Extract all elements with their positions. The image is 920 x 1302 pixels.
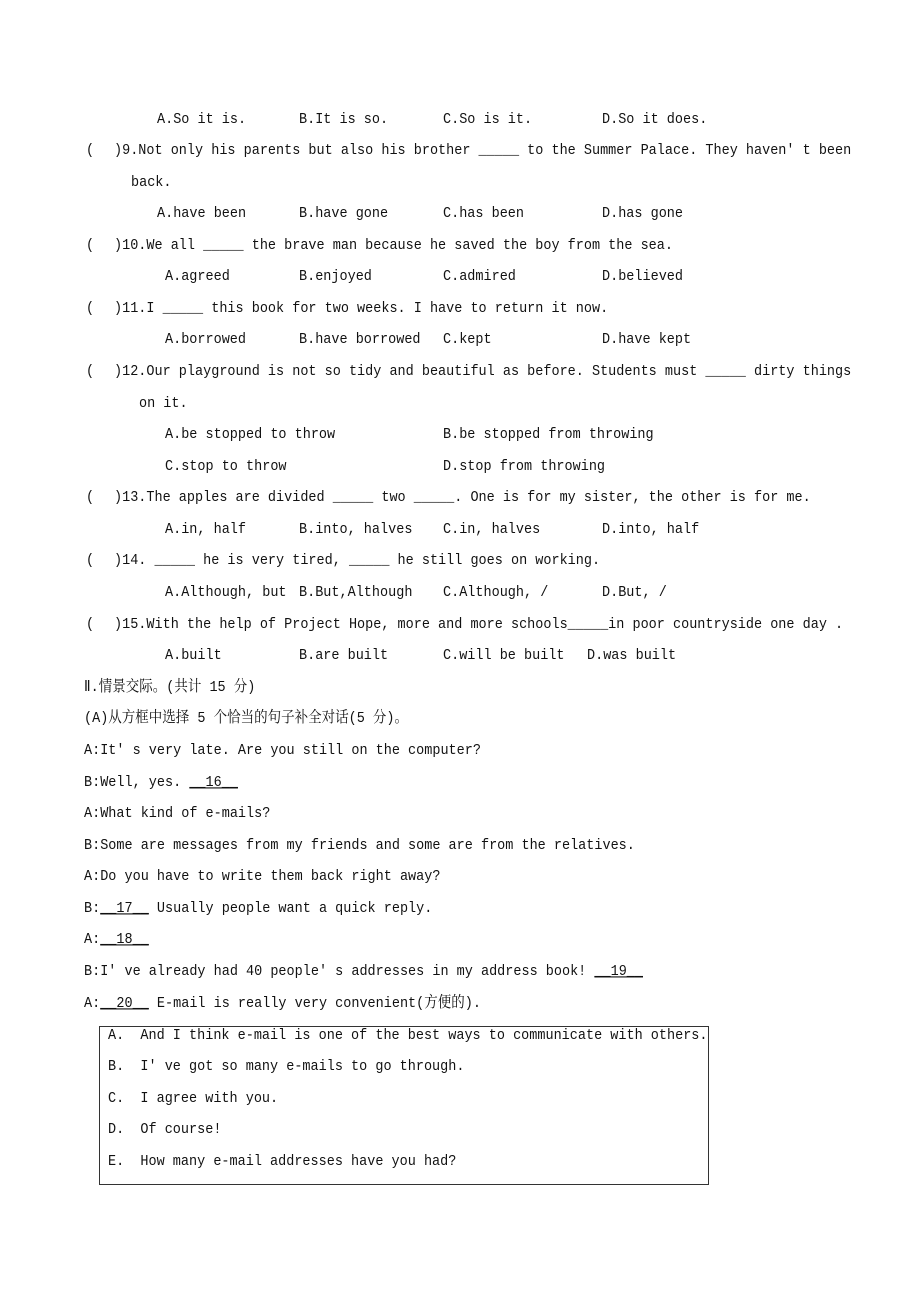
option: B.into, halves xyxy=(299,522,413,539)
option: D.have kept xyxy=(602,332,692,349)
option: C.has been xyxy=(443,206,525,223)
option: C.in, halves xyxy=(443,522,541,539)
line-text: A: xyxy=(84,932,101,949)
option: C.Although, / xyxy=(443,585,549,602)
choice: C. I agree with you. xyxy=(108,1091,279,1108)
line-text: E-mail is really very convenient(方便的). xyxy=(148,996,481,1013)
option: C.stop to throw xyxy=(165,459,287,476)
option: A.have been xyxy=(157,206,247,223)
question-stem: )15.With the help of Project Hope, more and more schools_____in poor countryside one day . xyxy=(114,617,844,634)
dialogue-line xyxy=(84,742,481,762)
option: B.But,Although xyxy=(299,585,413,602)
line-text: B:I' ve already had 40 people' s addresses in my address book! xyxy=(84,964,595,981)
option: A.agreed xyxy=(165,269,230,286)
dialogue-line xyxy=(84,868,440,888)
option: C.So is it. xyxy=(443,112,533,129)
answer-paren: ( xyxy=(86,143,95,160)
line-text: A:Do you have to write them back right away? xyxy=(84,869,441,886)
option: D.has gone xyxy=(602,206,684,223)
blank-18: __18__ xyxy=(100,932,149,949)
option: D.believed xyxy=(602,269,684,286)
blank-17: __17__ xyxy=(100,901,149,918)
answer-paren: ( xyxy=(86,490,95,507)
choice: E. How many e-mail addresses have you had? xyxy=(108,1154,457,1171)
option: B.are built xyxy=(299,648,389,665)
line-text: Usually people want a quick reply. xyxy=(148,901,433,918)
option: A.in, half xyxy=(165,522,247,539)
question-stem-cont: on it. xyxy=(139,396,188,413)
option: A.be stopped to throw xyxy=(165,427,336,444)
option: A.built xyxy=(165,648,222,665)
option: B.be stopped from throwing xyxy=(443,427,654,444)
option: C.kept xyxy=(443,332,492,349)
option: B.enjoyed xyxy=(299,269,372,286)
blank-16: __16__ xyxy=(189,775,238,792)
blank-19: __19__ xyxy=(594,964,643,981)
question-stem: )13.The apples are divided _____ two _____. One is for my sister, the other is for me. xyxy=(114,490,811,507)
line-text: A: xyxy=(84,996,101,1013)
option: C.will be built xyxy=(443,648,565,665)
option: B.have borrowed xyxy=(299,332,421,349)
choice: A. And I think e-mail is one of the best ways to communicate with others. xyxy=(108,1028,708,1045)
question-stem: )11.I _____ this book for two weeks. I have to return it now. xyxy=(114,301,609,318)
line-text: B:Well, yes. xyxy=(84,775,190,792)
dialogue-line xyxy=(84,774,238,794)
dialogue-line xyxy=(84,900,432,920)
line-text: A:It' s very late. Are you still on the computer? xyxy=(84,743,481,760)
choice: D. Of course! xyxy=(108,1122,222,1139)
question-stem-cont: back. xyxy=(131,175,172,192)
option: A.So it is. xyxy=(157,112,247,129)
option: D.So it does. xyxy=(602,112,708,129)
question-stem: )10.We all _____ the brave man because he saved the boy from the sea. xyxy=(114,238,673,255)
option: A.Although, but xyxy=(165,585,287,602)
option: A.borrowed xyxy=(165,332,247,349)
answer-paren: ( xyxy=(86,301,95,318)
answer-paren: ( xyxy=(86,364,95,381)
question-stem: )9.Not only his parents but also his brother _____ to the Summer Palace. They haven' t been xyxy=(114,143,852,160)
option: D.stop from throwing xyxy=(443,459,606,476)
option: D.was built xyxy=(587,648,677,665)
answer-paren: ( xyxy=(86,238,95,255)
line-text: B:Some are messages from my friends and some are from the relatives. xyxy=(84,838,635,855)
answer-paren: ( xyxy=(86,553,95,570)
dialogue-line xyxy=(84,963,643,983)
dialogue-line xyxy=(84,837,635,857)
dialogue-line xyxy=(84,805,270,825)
line-text: B: xyxy=(84,901,101,918)
question-stem: )14. _____ he is very tired, _____ he still goes on working. xyxy=(114,553,601,570)
blank-20: __20__ xyxy=(100,996,149,1013)
dialogue-line xyxy=(84,931,149,951)
part-a-instruction: (A)从方框中选择 5 个恰当的句子补全对话(5 分)。 xyxy=(84,711,409,728)
option: D.into, half xyxy=(602,522,700,539)
section-title: Ⅱ.情景交际。(共计 15 分) xyxy=(84,680,256,697)
choice: B. I' ve got so many e-mails to go through. xyxy=(108,1059,465,1076)
option: B.It is so. xyxy=(299,112,389,129)
dialogue-line xyxy=(84,995,481,1015)
question-stem: )12.Our playground is not so tidy and beautiful as before. Students must _____ dirty things xyxy=(114,364,852,381)
line-text: A:What kind of e-mails? xyxy=(84,806,271,823)
option: D.But, / xyxy=(602,585,667,602)
option: C.admired xyxy=(443,269,516,286)
option: B.have gone xyxy=(299,206,389,223)
answer-paren: ( xyxy=(86,617,95,634)
